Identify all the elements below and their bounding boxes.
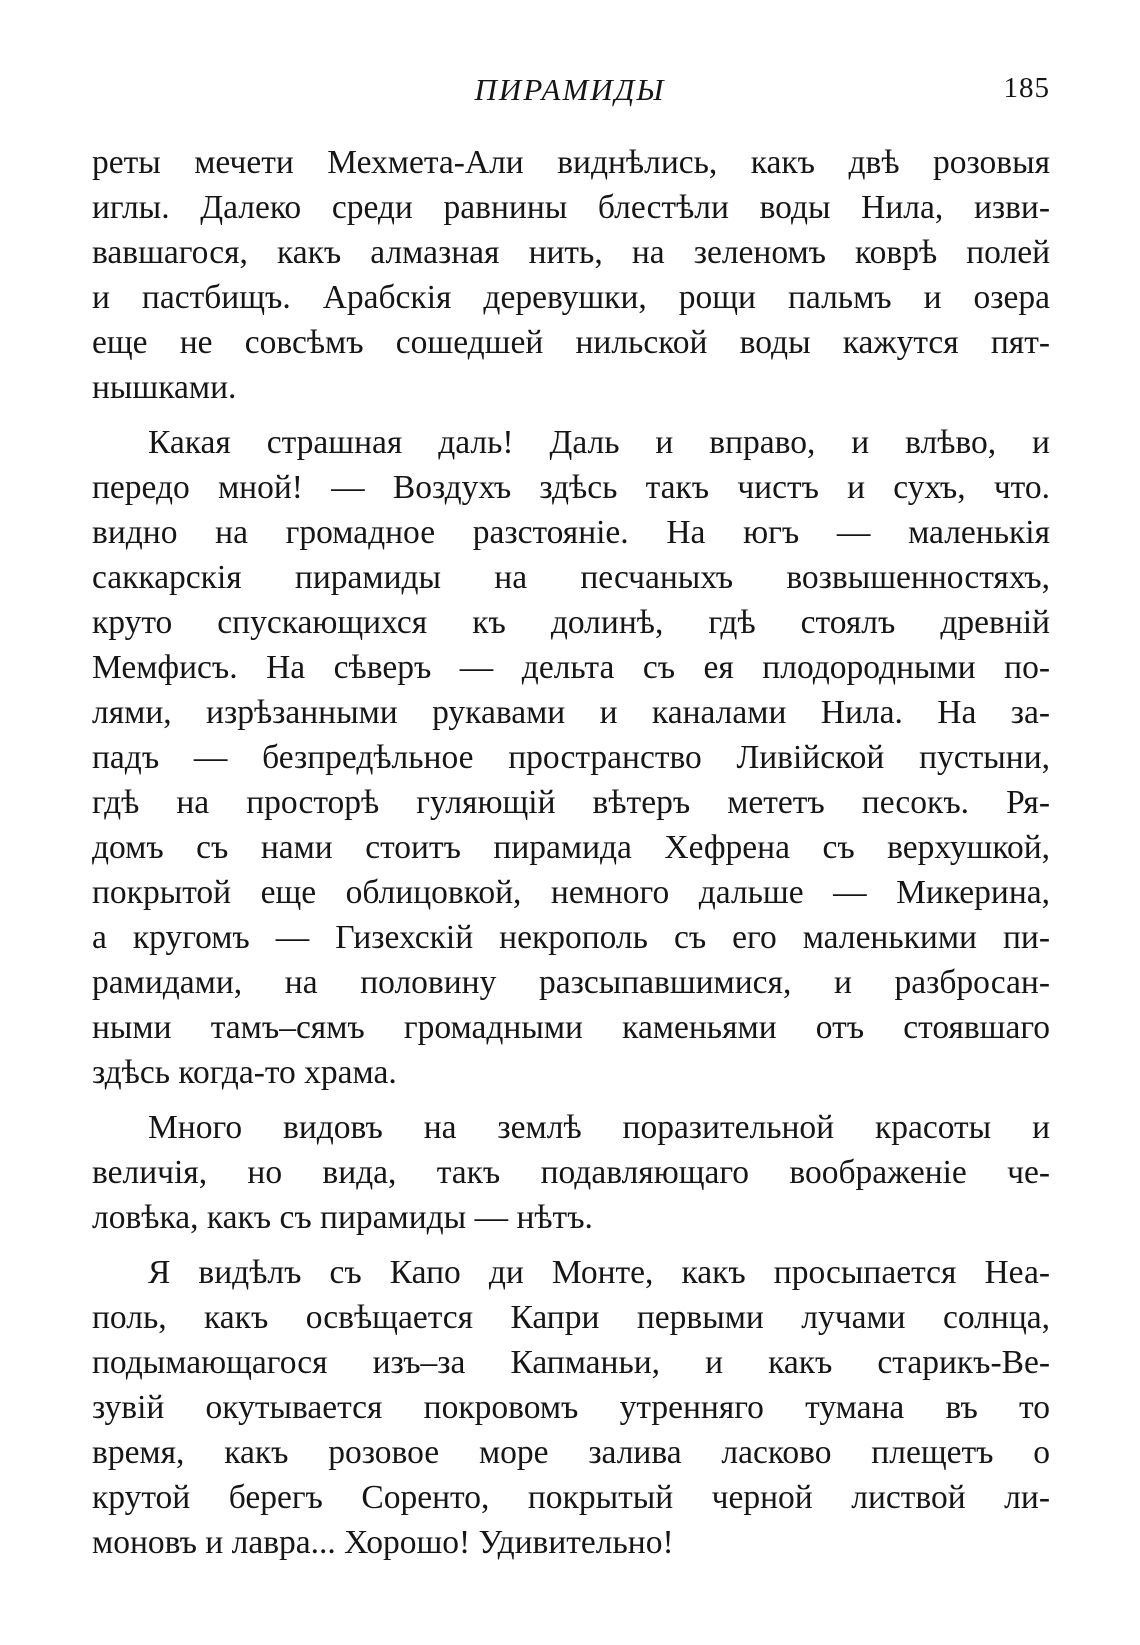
- paragraph-4: [92, 1250, 1050, 1565]
- text-line: домъ съ нами стоитъ пирамида Хефрена съ верхушкой,: [92, 829, 1050, 866]
- text-line: ловѣка, какъ съ пирамиды — нѣтъ.: [92, 1199, 593, 1236]
- text-line: зувій окутывается покровомъ утренняго тумана въ то: [92, 1389, 1050, 1426]
- running-title: ПИРАМИДЫ: [474, 72, 666, 107]
- text-line: ными тамъ–сямъ громадными каменьями отъ стоявшаго: [92, 1009, 1050, 1046]
- body-text: [92, 140, 1050, 1575]
- text-line: Я видѣлъ съ Капо ди Монте, какъ просыпается Неа-: [148, 1254, 1050, 1291]
- text-line: Мемфисъ. На сѣверъ — дельта съ ея плодородными по-: [92, 649, 1050, 686]
- paragraph-2: [92, 420, 1050, 1095]
- text-line: лями, изрѣзанными рукавами и каналами Нила. На за-: [92, 694, 1050, 731]
- text-line: реты мечети Мехмета-Али виднѣлись, какъ двѣ розовыя: [92, 144, 1050, 181]
- text-line: моновъ и лавра... Хорошо! Удивительно!: [92, 1524, 674, 1561]
- text-line: вавшагося, какъ алмазная нить, на зеленомъ коврѣ полей: [92, 234, 1050, 271]
- text-line: Какая страшная даль! Даль и вправо, и влѣво, и: [148, 424, 1050, 461]
- text-line: величія, но вида, такъ подавляющаго воображеніе че-: [92, 1154, 1050, 1191]
- text-line: нышками.: [92, 369, 237, 406]
- paragraph-3: [92, 1105, 1050, 1240]
- text-line: иглы. Далеко среди равнины блестѣли воды Нила, изви-: [92, 189, 1050, 226]
- page-number: 185: [1003, 72, 1050, 104]
- text-line: падъ — безпредѣльное пространство Ливійской пустыни,: [92, 739, 1050, 776]
- text-line: круто спускающихся къ долинѣ, гдѣ стоялъ древній: [92, 604, 1050, 641]
- text-line: еще не совсѣмъ сошедшей нильской воды кажутся пят-: [92, 324, 1050, 361]
- text-line: видно на громадное разстояніе. На югъ — маленькія: [92, 514, 1050, 551]
- paragraph-1: [92, 140, 1050, 410]
- running-head: [90, 66, 1050, 116]
- text-line: передо мной! — Воздухъ здѣсь такъ чистъ и сухъ, что.: [92, 469, 1050, 506]
- text-line: рамидами, на половину разсыпавшимися, и разбросан-: [92, 964, 1050, 1001]
- text-line: поль, какъ освѣщается Капри первыми лучами солнца,: [92, 1299, 1050, 1336]
- text-line: время, какъ розовое море залива ласково плещетъ о: [92, 1434, 1050, 1471]
- text-line: саккарскія пирамиды на песчаныхъ возвышенностяхъ,: [92, 559, 1050, 596]
- text-line: здѣсь когда-то храма.: [92, 1054, 397, 1091]
- text-line: покрытой еще облицовкой, немного дальше — Микерина,: [92, 874, 1050, 911]
- text-line: гдѣ на просторѣ гуляющій вѣтеръ мететъ песокъ. Ря-: [92, 784, 1050, 821]
- text-line: подымающагося изъ–за Капманьи, и какъ старикъ-Ве-: [92, 1344, 1050, 1381]
- text-line: а кругомъ — Гизехскій некрополь съ его маленькими пи-: [92, 919, 1050, 956]
- text-line: и пастбищъ. Арабскія деревушки, рощи пальмъ и озера: [92, 279, 1050, 316]
- text-line: Много видовъ на землѣ поразительной красоты и: [148, 1109, 1050, 1146]
- text-line: крутой берегъ Соренто, покрытый черной листвой ли-: [92, 1479, 1050, 1516]
